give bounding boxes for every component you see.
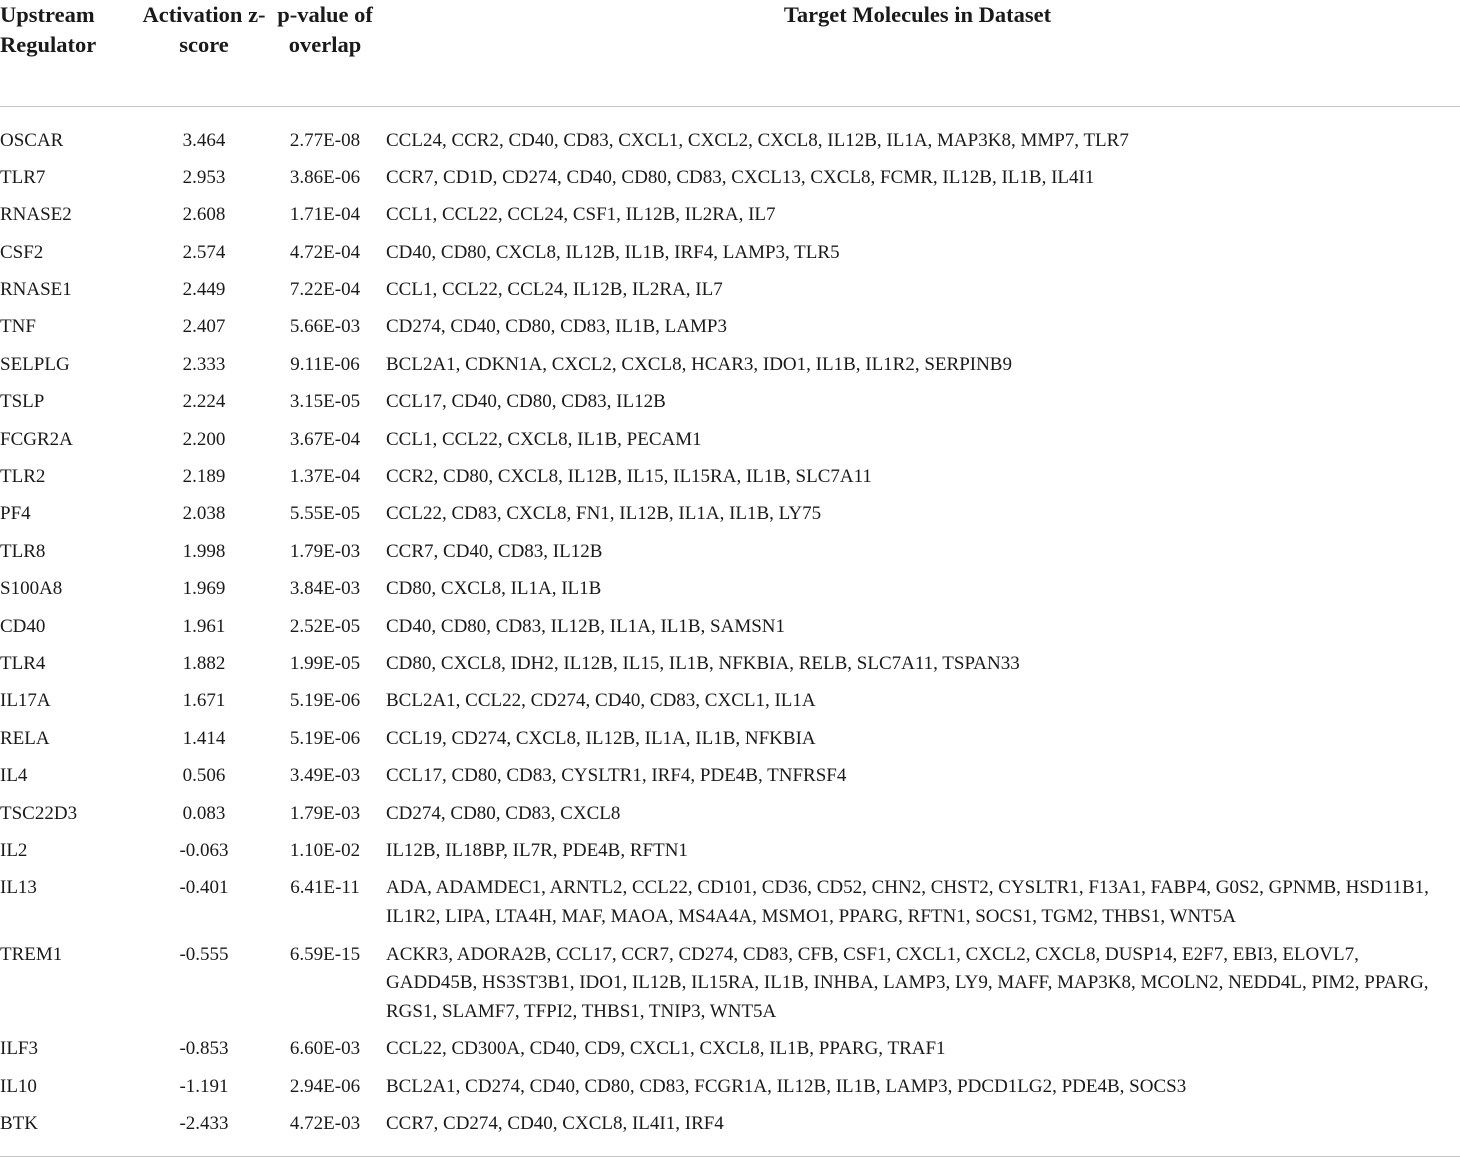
- pvalue-cell: 1.10E-02: [289, 839, 361, 861]
- regulator-cell: BTK: [0, 1106, 133, 1156]
- zscore-cell: 2.449: [182, 279, 226, 301]
- table-body: [0, 106, 1460, 1157]
- regulator-cell: IL2: [0, 839, 28, 861]
- zscore-cell: -0.853: [179, 1038, 229, 1060]
- regulator-cell: IL10: [0, 1075, 37, 1097]
- targets-cell: CCL24, CCR2, CD40, CD83, CXCL1, CXCL2, CXCL8, IL12B, IL1A, MAP3K8, MMP7, TLR7: [386, 129, 1129, 151]
- pvalue-cell: 5.55E-05: [289, 503, 361, 525]
- table-row: [0, 1031, 1460, 1068]
- targets-cell: BCL2A1, CD274, CD40, CD80, CD83, FCGR1A, IL12B, IL1B, LAMP3, PDCD1LG2, PDE4B, SOCS3: [386, 1075, 1187, 1097]
- targets-cell: IL12B, IL18BP, IL7R, PDE4B, RFTN1: [386, 839, 688, 861]
- targets-cell: CCR7, CD1D, CD274, CD40, CD80, CD83, CXCL13, CXCL8, FCMR, IL12B, IL1B, IL4I1: [386, 166, 1095, 188]
- table-row: [0, 937, 1460, 1032]
- table-row: [0, 796, 1460, 833]
- targets-cell: CCR7, CD40, CD83, IL12B: [386, 540, 603, 562]
- table-row: [0, 833, 1460, 870]
- targets-cell: CD80, CXCL8, IDH2, IL12B, IL15, IL1B, NFKBIA, RELB, SLC7A11, TSPAN33: [386, 652, 1020, 674]
- pvalue-cell: 1.71E-04: [289, 204, 361, 226]
- pvalue-cell: 5.66E-03: [289, 316, 361, 338]
- regulator-cell: ILF3: [0, 1038, 38, 1060]
- table-row: [0, 571, 1460, 608]
- targets-cell: CCL1, CCL22, CCL24, IL12B, IL2RA, IL7: [386, 279, 723, 301]
- regulator-cell: PF4: [0, 503, 31, 525]
- table-row: [0, 160, 1460, 197]
- regulator-cell: TSC22D3: [0, 802, 78, 824]
- header-target-molecules: Target Molecules in Dataset: [375, 0, 1460, 106]
- regulator-cell: S100A8: [0, 578, 63, 600]
- zscore-cell: 2.608: [182, 204, 226, 226]
- pvalue-cell: 3.67E-04: [289, 428, 361, 450]
- regulator-cell: SELPLG: [0, 353, 70, 375]
- zscore-cell: 1.882: [182, 652, 226, 674]
- zscore-cell: 2.200: [182, 428, 226, 450]
- regulator-cell: IL17A: [0, 690, 51, 712]
- regulator-cell: CD40: [0, 615, 46, 637]
- regulator-cell: TLR4: [0, 652, 46, 674]
- table-row: [0, 534, 1460, 571]
- zscore-cell: 2.038: [182, 503, 226, 525]
- regulator-cell: FCGR2A: [0, 428, 73, 450]
- zscore-cell: -0.555: [179, 943, 229, 965]
- zscore-cell: 0.506: [182, 765, 226, 787]
- table-row: [0, 721, 1460, 758]
- targets-cell: CCL1, CCL22, CXCL8, IL1B, PECAM1: [386, 428, 702, 450]
- regulator-cell: OSCAR: [0, 129, 64, 151]
- table-row: [0, 683, 1460, 720]
- targets-cell: CCL17, CD80, CD83, CYSLTR1, IRF4, PDE4B, TNFRSF4: [386, 765, 847, 787]
- table-row: [0, 422, 1460, 459]
- pvalue-cell: 5.19E-06: [289, 727, 361, 749]
- zscore-cell: -0.401: [179, 877, 229, 899]
- header-upstream-regulator: Upstream Regulator: [0, 0, 133, 106]
- pvalue-cell: 3.84E-03: [289, 578, 361, 600]
- table-row: [0, 309, 1460, 346]
- zscore-cell: 0.083: [182, 802, 226, 824]
- regulator-cell: TNF: [0, 316, 36, 338]
- table-header: [0, 0, 1460, 106]
- pvalue-cell: 2.52E-05: [289, 615, 361, 637]
- table-row: [0, 1069, 1460, 1106]
- regulator-cell: IL13: [0, 877, 37, 899]
- zscore-cell: 2.189: [182, 466, 226, 488]
- regulator-cell: CSF2: [0, 241, 44, 263]
- targets-cell: CCR7, CD274, CD40, CXCL8, IL4I1, IRF4: [375, 1106, 1460, 1156]
- targets-cell: CD40, CD80, CXCL8, IL12B, IL1B, IRF4, LAMP3, TLR5: [386, 241, 840, 263]
- table-row: [0, 870, 1460, 936]
- targets-cell: CD274, CD80, CD83, CXCL8: [386, 802, 621, 824]
- zscore-cell: 2.224: [182, 391, 226, 413]
- header-activation-zscore: Activation z-score: [133, 0, 275, 106]
- targets-cell: CD40, CD80, CD83, IL12B, IL1A, IL1B, SAMSN1: [386, 615, 786, 637]
- zscore-cell: 2.333: [182, 353, 226, 375]
- zscore-cell: 1.671: [182, 690, 226, 712]
- zscore-cell: -0.063: [179, 839, 229, 861]
- pvalue-cell: 4.72E-03: [275, 1106, 375, 1156]
- pvalue-cell: 1.37E-04: [289, 466, 361, 488]
- targets-cell: CD274, CD40, CD80, CD83, IL1B, LAMP3: [386, 316, 727, 338]
- pvalue-cell: 2.77E-08: [289, 129, 361, 151]
- targets-cell: CD80, CXCL8, IL1A, IL1B: [386, 578, 602, 600]
- table-row: [0, 197, 1460, 234]
- table-row: [0, 496, 1460, 533]
- targets-cell: ADA, ADAMDEC1, ARNTL2, CCL22, CD101, CD36, CD52, CHN2, CHST2, CYSLTR1, F13A1, FABP4, G0S2, GPNMB, HSD11B1, IL1R2, LIPA, LTA4H, MAF, MAOA, MS4A4A, MSMO1, PPARG, RFTN1, SOCS1, TGM2, THBS1, WNT5A: [386, 877, 1429, 928]
- zscore-cell: -1.191: [179, 1075, 229, 1097]
- header-row: [0, 0, 1460, 106]
- regulator-cell: RNASE2: [0, 204, 72, 226]
- table-row: [0, 272, 1460, 309]
- table-row: [0, 347, 1460, 384]
- regulator-cell: RELA: [0, 727, 50, 749]
- targets-cell: CCL1, CCL22, CCL24, CSF1, IL12B, IL2RA, IL7: [386, 204, 776, 226]
- zscore-cell: 2.574: [182, 241, 226, 263]
- regulator-cell: IL4: [0, 765, 28, 787]
- pvalue-cell: 1.79E-03: [289, 540, 361, 562]
- pvalue-cell: 6.41E-11: [290, 877, 360, 899]
- regulator-cell: TLR8: [0, 540, 46, 562]
- table-row: [0, 106, 1460, 160]
- regulator-cell: TLR2: [0, 466, 46, 488]
- regulator-cell: TLR7: [0, 166, 46, 188]
- pvalue-cell: 1.79E-03: [289, 802, 361, 824]
- table-row: [0, 758, 1460, 795]
- zscore-cell: 1.961: [182, 615, 226, 637]
- pvalue-cell: 2.94E-06: [289, 1075, 361, 1097]
- zscore-cell: -2.433: [133, 1106, 275, 1156]
- table-row: [0, 646, 1460, 683]
- regulator-cell: TSLP: [0, 391, 45, 413]
- targets-cell: CCL22, CD300A, CD40, CD9, CXCL1, CXCL8, IL1B, PPARG, TRAF1: [386, 1038, 946, 1060]
- zscore-cell: 2.953: [182, 166, 226, 188]
- pvalue-cell: 6.59E-15: [289, 943, 361, 965]
- targets-cell: CCR2, CD80, CXCL8, IL12B, IL15, IL15RA, IL1B, SLC7A11: [386, 466, 872, 488]
- table-row: [0, 609, 1460, 646]
- pvalue-cell: 3.86E-06: [289, 166, 361, 188]
- regulator-cell: TREM1: [0, 943, 63, 965]
- table-row: [0, 384, 1460, 421]
- zscore-cell: 1.969: [182, 578, 226, 600]
- header-pvalue: p-value of overlap: [275, 0, 375, 106]
- targets-cell: CCL17, CD40, CD80, CD83, IL12B: [386, 391, 666, 413]
- pvalue-cell: 7.22E-04: [289, 279, 361, 301]
- pvalue-cell: 3.49E-03: [289, 765, 361, 787]
- zscore-cell: 1.414: [182, 727, 226, 749]
- zscore-cell: 2.407: [182, 316, 226, 338]
- targets-cell: ACKR3, ADORA2B, CCL17, CCR7, CD274, CD83, CFB, CSF1, CXCL1, CXCL2, CXCL8, DUSP14, E2F7, EBI3, ELOVL7, GADD45B, HS3ST3B1, IDO1, IL12B, IL15RA, IL1B, INHBA, LAMP3, LY9, MAFF, MAP3K8, MCOLN2, NEDD4L, PIM2, PPARG, RGS1, SLAMF7, TFPI2, THBS1, TNIP3, WNT5A: [386, 943, 1429, 1023]
- pvalue-cell: 3.15E-05: [289, 391, 361, 413]
- table-row: [0, 1106, 1460, 1156]
- targets-cell: BCL2A1, CCL22, CD274, CD40, CD83, CXCL1, IL1A: [386, 690, 816, 712]
- regulator-cell: RNASE1: [0, 279, 72, 301]
- zscore-cell: 3.464: [182, 129, 226, 151]
- pvalue-cell: 6.60E-03: [289, 1038, 361, 1060]
- pvalue-cell: 5.19E-06: [289, 690, 361, 712]
- table-row: [0, 459, 1460, 496]
- zscore-cell: 1.998: [182, 540, 226, 562]
- pvalue-cell: 9.11E-06: [290, 353, 360, 375]
- targets-cell: CCL19, CD274, CXCL8, IL12B, IL1A, IL1B, NFKBIA: [386, 727, 816, 749]
- pvalue-cell: 1.99E-05: [289, 652, 361, 674]
- pvalue-cell: 4.72E-04: [289, 241, 361, 263]
- table-row: [0, 235, 1460, 272]
- targets-cell: BCL2A1, CDKN1A, CXCL2, CXCL8, HCAR3, IDO1, IL1B, IL1R2, SERPINB9: [386, 353, 1012, 375]
- targets-cell: CCL22, CD83, CXCL8, FN1, IL12B, IL1A, IL1B, LY75: [386, 503, 822, 525]
